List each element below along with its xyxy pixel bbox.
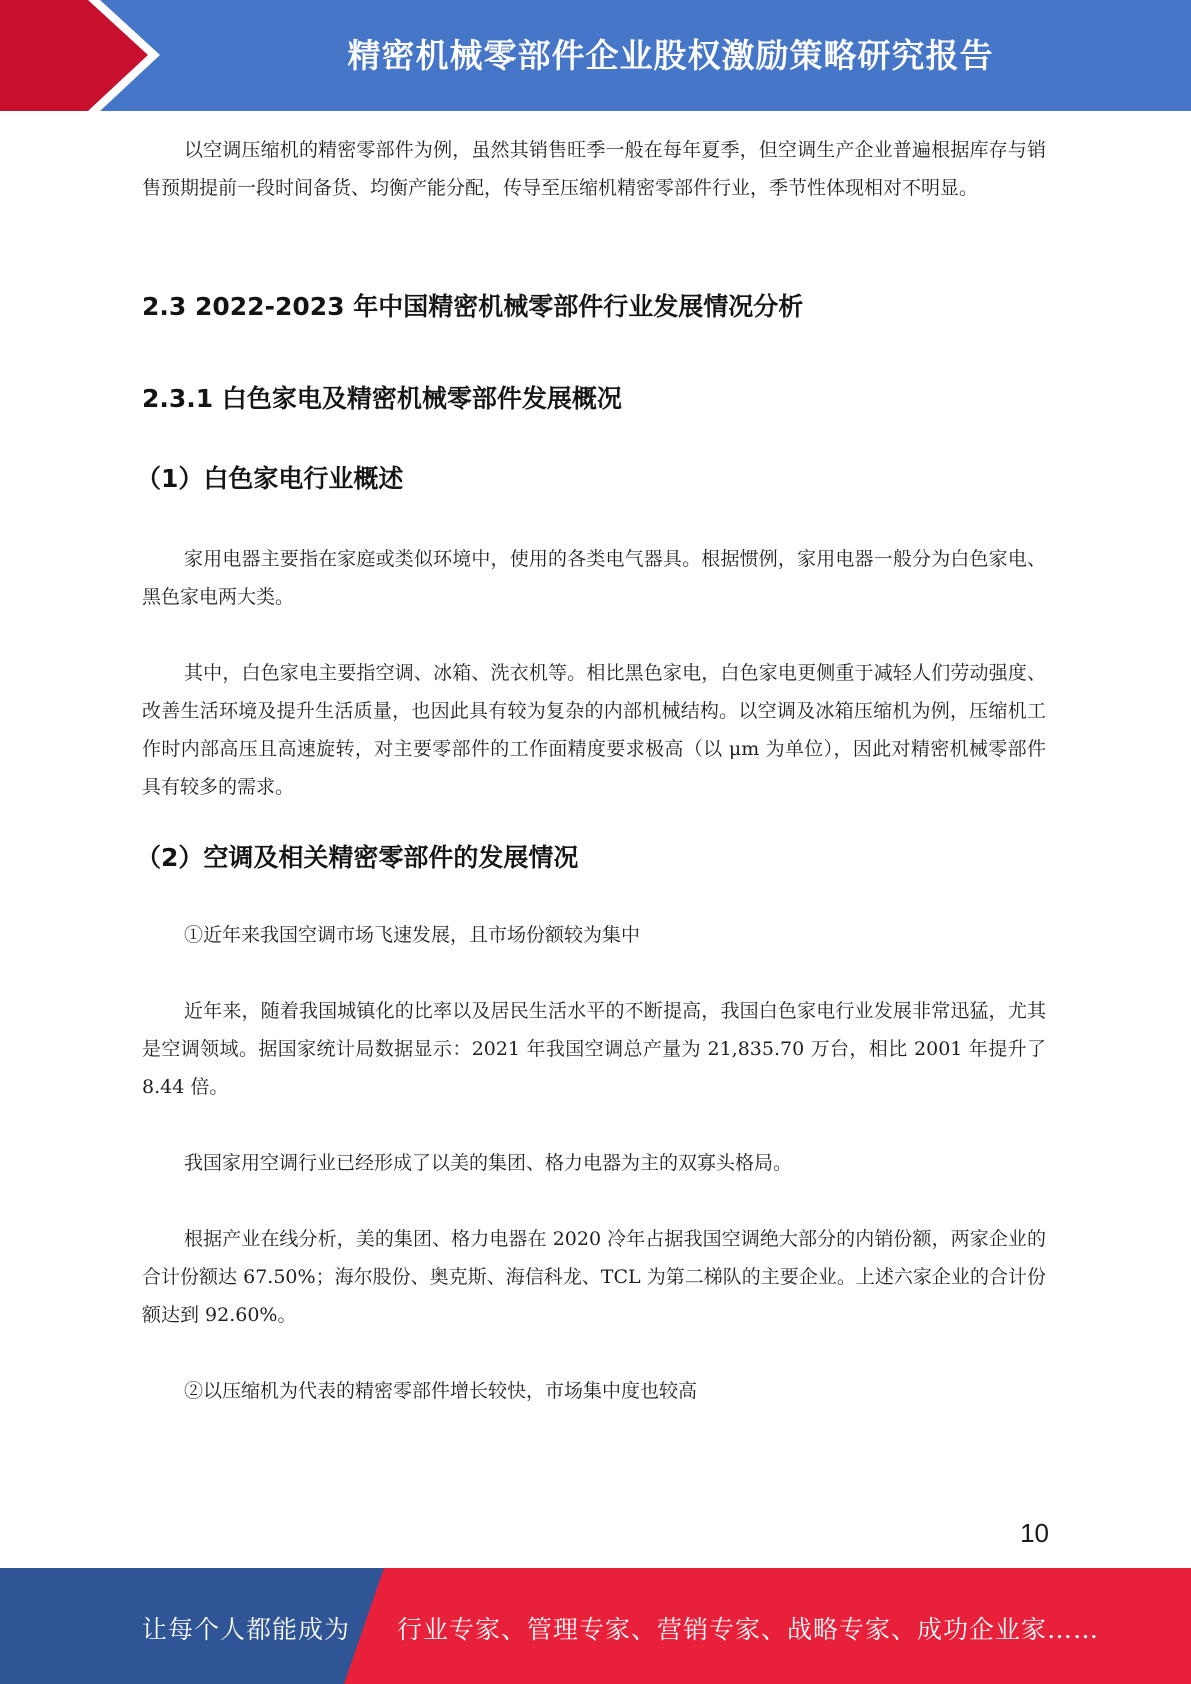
- subsection-heading: 2.3.1 白色家电及精密机械零部件发展概况: [142, 384, 622, 413]
- report-title: 精密机械零部件企业股权激励策略研究报告: [347, 36, 994, 75]
- page-footer: [0, 1568, 1191, 1684]
- footer-slogan-left: 让每个人都能成为: [142, 1615, 351, 1644]
- section-heading: 2.3 2022-2023 年中国精密机械零部件行业发展情况分析: [142, 292, 804, 321]
- sub2-paragraph-3: 根据产业在线分析，美的集团、格力电器在 2020 冷年占据我国空调绝大部分的内销份额，两家企业的合计份额达 67.50%；海尔股份、奥克斯、海信科龙、TCL 为第二梯队的主要企业。上述六家企业的合计份额达到 92.60%。: [142, 1228, 1046, 1326]
- sub2-paragraph-1: 近年来，随着我国城镇化的比率以及居民生活水平的不断提高，我国白色家电行业发展非常迅猛，尤其是空调领域。据国家统计局数据显示：2021 年我国空调总产量为 21,835.70 万台，相比 2001 年提升了 8.44 倍。: [142, 1000, 1046, 1098]
- footer-slogan-right: 行业专家、管理专家、营销专家、战略专家、成功企业家……: [397, 1615, 1100, 1644]
- page-header: [0, 0, 1191, 111]
- point-2: ②以压缩机为代表的精密零部件增长较快，市场集中度也较高: [184, 1380, 698, 1402]
- page-body: [136, 131, 1046, 1410]
- sub1-paragraph-1: 家用电器主要指在家庭或类似环境中，使用的各类电气器具。根据惯例，家用电器一般分为白色家电、黑色家电两大类。: [142, 548, 1046, 608]
- intro-paragraph: 以空调压缩机的精密零部件为例，虽然其销售旺季一般在每年夏季，但空调生产企业普遍根据库存与销售预期提前一段时间备货、均衡产能分配，传导至压缩机精密零部件行业，季节性体现相对不明显。: [142, 139, 1046, 199]
- sub1-paragraph-2: 其中，白色家电主要指空调、冰箱、洗衣机等。相比黑色家电，白色家电更侧重于减轻人们劳动强度、改善生活环境及提升生活质量，也因此具有较为复杂的内部机械结构。以空调及冰箱压缩机为例，压缩机工作时内部高压且高速旋转，对主要零部件的工作面精度要求极高（以 μm 为单位），因此对精密机械零部件具有较多的需求。: [142, 662, 1046, 798]
- sub2-heading: （2）空调及相关精密零部件的发展情况: [136, 843, 579, 872]
- point-1: ①近年来我国空调市场飞速发展，且市场份额较为集中: [184, 924, 641, 946]
- page-number: 10: [1020, 1518, 1049, 1548]
- sub1-heading: （1）白色家电行业概述: [136, 464, 404, 493]
- sub2-paragraph-2: 我国家用空调行业已经形成了以美的集团、格力电器为主的双寡头格局。: [184, 1152, 793, 1174]
